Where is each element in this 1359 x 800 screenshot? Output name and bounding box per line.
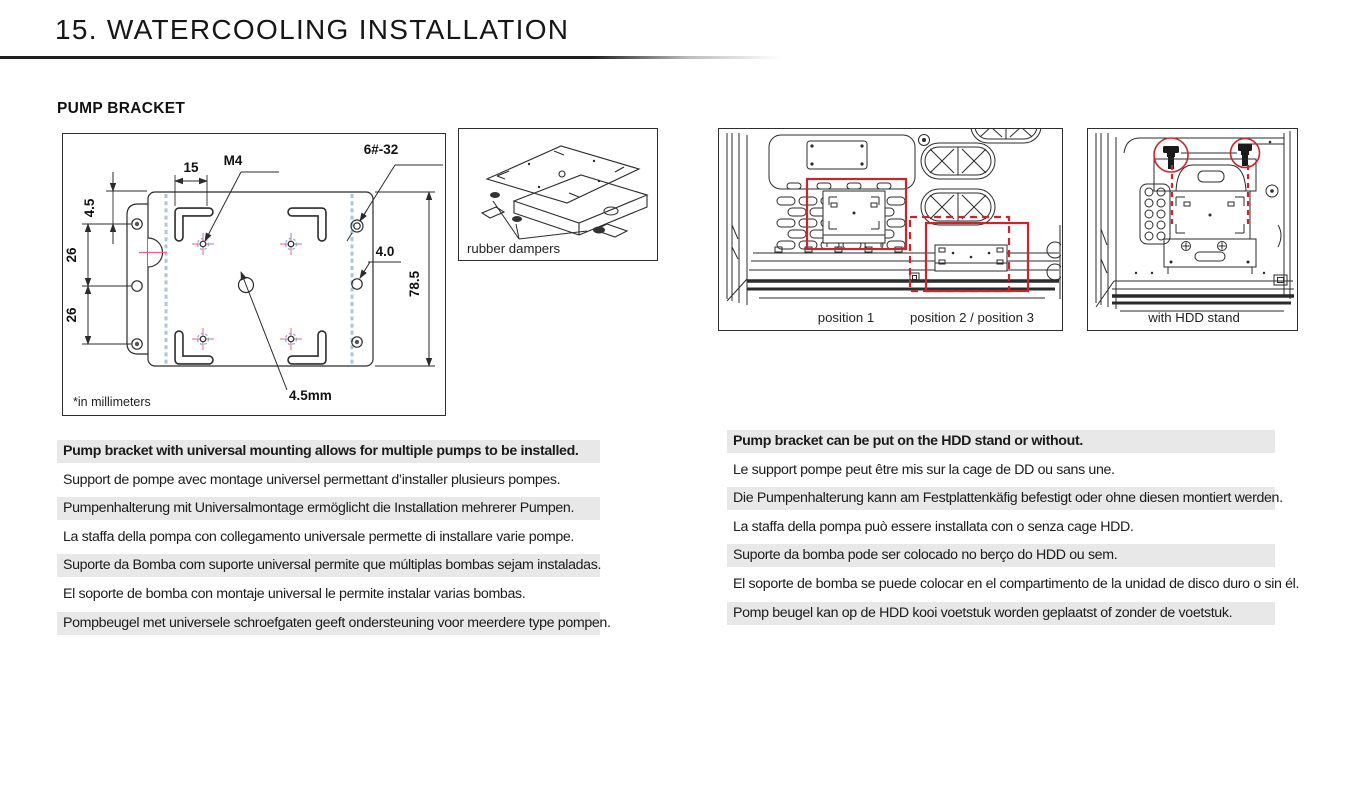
hdd-stand-notes [727, 430, 1300, 630]
note-row: Pompbeugel met universele schroefgaten geeft ondersteuning voor meerdere type pompen. [57, 612, 600, 635]
rubber-dampers-label: rubber dampers [467, 241, 561, 256]
page-title: 15. WATERCOOLING INSTALLATION [55, 14, 570, 45]
note-row: Support de pompe avec montage universel permettant d’installer plusieurs pompes. [63, 471, 561, 488]
dim-4-0-label: 4.0 [375, 244, 395, 259]
title-rule [0, 56, 780, 59]
note-row: Pomp beugel kan op de HDD kooi voetstuk worden geplaatst of zonder de voetstuk. [727, 602, 1275, 625]
pump-positions-figure [718, 128, 1063, 331]
dim-78-5-label: 78.5 [407, 270, 422, 298]
note-row: Pump bracket can be put on the HDD stand or without. [727, 430, 1275, 453]
rubber-dampers-drawing [459, 129, 656, 259]
m4-label: M4 [223, 153, 243, 168]
note-row: Die Pumpenhalterung kann am Festplattenkäfig befestigt oder ohne diesen montiert werden. [727, 487, 1275, 510]
note-row: Pump bracket with universal mounting allows for multiple pumps to be installed. [57, 440, 600, 463]
center-hole-4-5mm-label: 4.5mm [289, 388, 332, 403]
pump-bracket-notes [57, 440, 611, 640]
dim-26-bottom-label: 26 [64, 307, 79, 323]
bracket-dimensions-figure [62, 133, 446, 416]
bracket-dimensions-drawing [63, 134, 444, 414]
note-row: Pumpenhalterung mit Universalmontage ermöglicht die Installation mehrerer Pumpen. [57, 497, 600, 520]
note-row: La staffa della pompa può essere installata con o senza cage HDD. [733, 518, 1134, 535]
hdd-stand-drawing [1088, 129, 1296, 329]
note-row: El soporte de bomba se puede colocar en el compartimento de la unidad de disco duro o sin él. [733, 575, 1300, 592]
pump-positions-drawing [719, 129, 1061, 329]
note-row: Le support pompe peut être mis sur la cage de DD ou sans une. [733, 461, 1115, 478]
hdd-stand-caption: with HDD stand [1148, 310, 1240, 325]
note-row: El soporte de bomba con montaje universal le permite instalar varias bombas. [63, 585, 526, 602]
note-row: Suporte da Bomba com suporte universal permite que múltiplas bombas sejam instaladas. [57, 554, 600, 577]
dim-26-top-label: 26 [64, 247, 79, 263]
millimeters-note: *in millimeters [73, 395, 151, 409]
position-1-caption: position 1 [817, 310, 875, 325]
thread-6-32-label: 6#-32 [363, 142, 399, 157]
dim-15-label: 15 [183, 160, 199, 175]
section-heading: PUMP BRACKET [57, 100, 186, 117]
rubber-dampers-figure [458, 128, 658, 261]
position-2-3-caption: position 2 / position 3 [910, 310, 1034, 325]
note-row: Suporte da bomba pode ser colocado no berço do HDD ou sem. [727, 544, 1275, 567]
dim-4-5-label: 4.5 [82, 198, 97, 218]
hdd-stand-figure [1087, 128, 1298, 331]
note-row: La staffa della pompa con collegamento universale permette di installare varie pompe. [63, 528, 575, 545]
